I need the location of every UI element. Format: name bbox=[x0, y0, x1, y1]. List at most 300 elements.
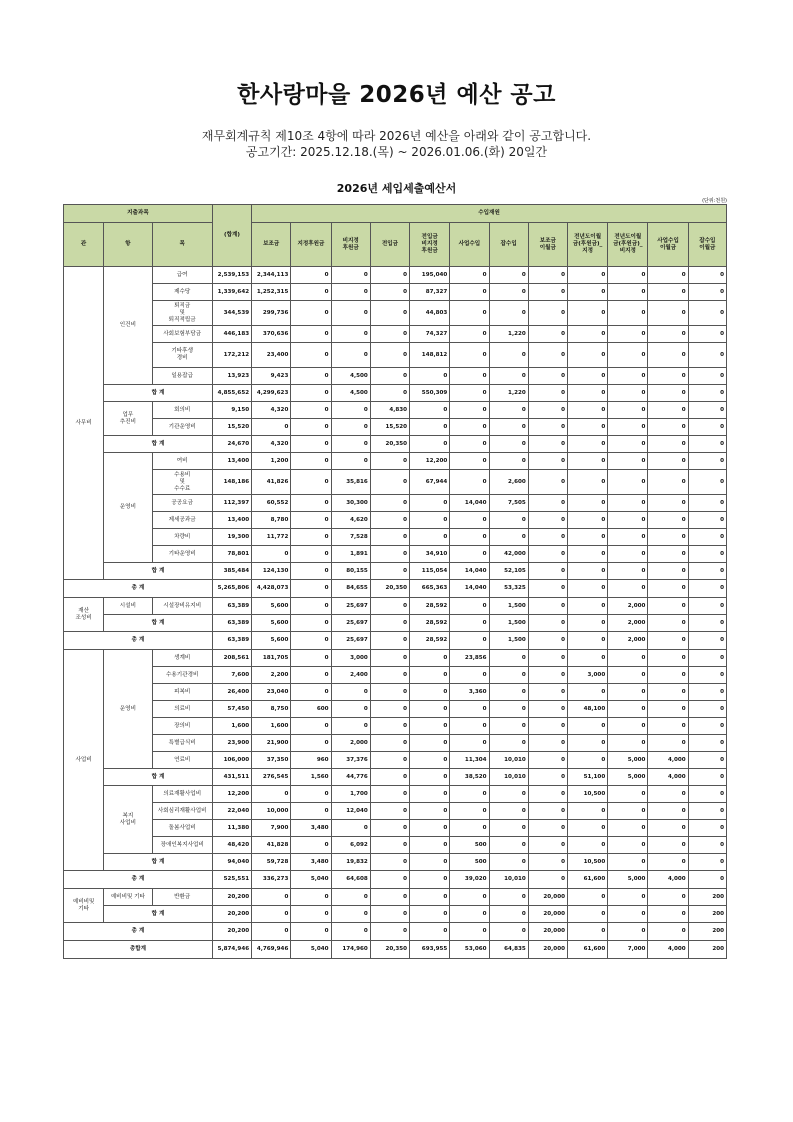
value-cell: 0 bbox=[648, 419, 688, 436]
value-cell: 6,092 bbox=[331, 837, 370, 854]
value-cell: 5,600 bbox=[252, 632, 291, 650]
value-cell: 0 bbox=[608, 512, 648, 529]
value-cell: 11,304 bbox=[450, 752, 489, 769]
value-cell: 0 bbox=[370, 718, 409, 735]
value-cell: 0 bbox=[608, 529, 648, 546]
value-cell: 0 bbox=[688, 820, 726, 837]
value-cell: 0 bbox=[528, 684, 567, 701]
value-cell: 0 bbox=[450, 820, 489, 837]
value-cell: 64,835 bbox=[489, 941, 528, 959]
value-cell: 0 bbox=[410, 512, 450, 529]
value-cell: 0 bbox=[252, 546, 291, 563]
value-cell: 0 bbox=[567, 718, 607, 735]
value-cell: 21,900 bbox=[252, 735, 291, 752]
value-cell: 0 bbox=[291, 495, 331, 512]
value-cell: 0 bbox=[688, 470, 726, 495]
value-cell: 0 bbox=[450, 453, 489, 470]
value-cell: 0 bbox=[608, 546, 648, 563]
value-cell: 0 bbox=[648, 436, 688, 453]
value-cell: 124,130 bbox=[252, 563, 291, 580]
value-cell: 0 bbox=[688, 786, 726, 803]
value-cell: 15,520 bbox=[370, 419, 409, 436]
value-cell: 0 bbox=[528, 470, 567, 495]
value-cell: 0 bbox=[252, 923, 291, 941]
header-revenue-col: 보조금 bbox=[252, 223, 291, 267]
value-cell: 41,828 bbox=[252, 837, 291, 854]
value-cell: 0 bbox=[688, 419, 726, 436]
value-cell: 0 bbox=[567, 326, 607, 343]
value-cell: 2,400 bbox=[331, 667, 370, 684]
value-cell: 0 bbox=[450, 385, 489, 402]
sum-row bbox=[64, 615, 727, 632]
mok-cell: 사회보험부담금 bbox=[152, 326, 212, 343]
value-cell: 0 bbox=[528, 752, 567, 769]
value-cell: 0 bbox=[410, 368, 450, 385]
value-cell: 0 bbox=[489, 684, 528, 701]
value-cell: 0 bbox=[608, 436, 648, 453]
value-cell: 0 bbox=[648, 385, 688, 402]
total-value-cell: 57,450 bbox=[212, 701, 251, 718]
value-cell: 200 bbox=[688, 923, 726, 941]
value-cell: 0 bbox=[528, 667, 567, 684]
value-cell: 0 bbox=[450, 546, 489, 563]
value-cell: 0 bbox=[291, 326, 331, 343]
value-cell: 0 bbox=[370, 889, 409, 906]
value-cell: 0 bbox=[648, 267, 688, 284]
value-cell: 0 bbox=[410, 769, 450, 786]
value-cell: 0 bbox=[370, 343, 409, 368]
hang-cell: 인건비 bbox=[104, 267, 152, 385]
value-cell: 0 bbox=[410, 667, 450, 684]
total-value-cell: 78,801 bbox=[212, 546, 251, 563]
value-cell: 0 bbox=[370, 563, 409, 580]
value-cell: 600 bbox=[291, 701, 331, 718]
table-row bbox=[64, 803, 727, 820]
value-cell: 0 bbox=[489, 906, 528, 923]
value-cell: 0 bbox=[528, 803, 567, 820]
total-value-cell: 20,200 bbox=[212, 923, 251, 941]
total-value-cell: 385,484 bbox=[212, 563, 251, 580]
mok-cell: 기타운영비 bbox=[152, 546, 212, 563]
table-row bbox=[64, 402, 727, 419]
value-cell: 5,000 bbox=[608, 871, 648, 889]
value-cell: 0 bbox=[291, 615, 331, 632]
value-cell: 0 bbox=[688, 546, 726, 563]
value-cell: 0 bbox=[291, 735, 331, 752]
value-cell: 0 bbox=[370, 301, 409, 326]
value-cell: 0 bbox=[489, 343, 528, 368]
value-cell: 0 bbox=[648, 803, 688, 820]
value-cell: 0 bbox=[567, 803, 607, 820]
value-cell: 0 bbox=[331, 820, 370, 837]
value-cell: 0 bbox=[410, 906, 450, 923]
value-cell: 0 bbox=[331, 889, 370, 906]
value-cell: 0 bbox=[252, 889, 291, 906]
value-cell: 0 bbox=[410, 786, 450, 803]
table-row bbox=[64, 684, 727, 701]
value-cell: 0 bbox=[567, 820, 607, 837]
total-label: 총 계 bbox=[64, 871, 213, 889]
value-cell: 0 bbox=[450, 906, 489, 923]
value-cell: 0 bbox=[648, 820, 688, 837]
sum-row bbox=[64, 385, 727, 402]
value-cell: 0 bbox=[528, 580, 567, 598]
value-cell: 0 bbox=[528, 529, 567, 546]
value-cell: 4,000 bbox=[648, 752, 688, 769]
value-cell: 0 bbox=[291, 385, 331, 402]
total-value-cell: 9,150 bbox=[212, 402, 251, 419]
total-value-cell: 12,200 bbox=[212, 786, 251, 803]
value-cell: 0 bbox=[648, 718, 688, 735]
value-cell: 0 bbox=[331, 326, 370, 343]
header-mok: 목 bbox=[152, 223, 212, 267]
value-cell: 0 bbox=[567, 436, 607, 453]
value-cell: 200 bbox=[688, 941, 726, 959]
value-cell: 0 bbox=[528, 284, 567, 301]
value-cell: 4,299,623 bbox=[252, 385, 291, 402]
value-cell: 2,000 bbox=[608, 598, 648, 615]
value-cell: 0 bbox=[608, 803, 648, 820]
mok-cell: 급여 bbox=[152, 267, 212, 284]
value-cell: 0 bbox=[489, 820, 528, 837]
value-cell: 0 bbox=[489, 529, 528, 546]
mok-cell: 반환금 bbox=[152, 889, 212, 906]
table-row bbox=[64, 820, 727, 837]
table-row bbox=[64, 512, 727, 529]
value-cell: 0 bbox=[291, 906, 331, 923]
value-cell: 7,528 bbox=[331, 529, 370, 546]
value-cell: 1,560 bbox=[291, 769, 331, 786]
mok-cell: 차량비 bbox=[152, 529, 212, 546]
header-revenue-col: 비지정 후원금 bbox=[331, 223, 370, 267]
value-cell: 0 bbox=[370, 615, 409, 632]
table-row bbox=[64, 453, 727, 470]
value-cell: 0 bbox=[331, 436, 370, 453]
total-label: 총 계 bbox=[64, 580, 213, 598]
value-cell: 0 bbox=[567, 632, 607, 650]
value-cell: 4,320 bbox=[252, 436, 291, 453]
header-gwan: 관 bbox=[64, 223, 104, 267]
value-cell: 14,040 bbox=[450, 563, 489, 580]
value-cell: 0 bbox=[648, 368, 688, 385]
value-cell: 0 bbox=[688, 495, 726, 512]
mok-cell: 공공요금 bbox=[152, 495, 212, 512]
value-cell: 0 bbox=[291, 419, 331, 436]
value-cell: 0 bbox=[567, 923, 607, 941]
value-cell: 0 bbox=[291, 436, 331, 453]
value-cell: 3,480 bbox=[291, 854, 331, 871]
value-cell: 0 bbox=[370, 854, 409, 871]
value-cell: 0 bbox=[410, 820, 450, 837]
value-cell: 87,327 bbox=[410, 284, 450, 301]
table-row bbox=[64, 529, 727, 546]
table-row bbox=[64, 419, 727, 436]
value-cell: 0 bbox=[688, 512, 726, 529]
value-cell: 39,020 bbox=[450, 871, 489, 889]
value-cell: 61,600 bbox=[567, 941, 607, 959]
value-cell: 0 bbox=[450, 735, 489, 752]
value-cell: 200 bbox=[688, 889, 726, 906]
value-cell: 8,750 bbox=[252, 701, 291, 718]
value-cell: 195,040 bbox=[410, 267, 450, 284]
table-row bbox=[64, 837, 727, 854]
sum-label: 합 계 bbox=[104, 615, 213, 632]
sum-row bbox=[64, 854, 727, 871]
mok-cell: 제세공과금 bbox=[152, 512, 212, 529]
value-cell: 0 bbox=[370, 820, 409, 837]
header-revenue-col: 전년도이월 금(후원금)_ 지정 bbox=[567, 223, 607, 267]
value-cell: 0 bbox=[528, 436, 567, 453]
mok-cell: 사회심리재활사업비 bbox=[152, 803, 212, 820]
table-row bbox=[64, 650, 727, 667]
value-cell: 0 bbox=[688, 752, 726, 769]
budget-table bbox=[63, 204, 727, 959]
total-label: 총 계 bbox=[64, 923, 213, 941]
value-cell: 0 bbox=[291, 343, 331, 368]
value-cell: 0 bbox=[410, 684, 450, 701]
value-cell: 0 bbox=[291, 889, 331, 906]
value-cell: 0 bbox=[567, 301, 607, 326]
value-cell: 4,428,073 bbox=[252, 580, 291, 598]
unit-label: (단위:천원) bbox=[702, 198, 727, 204]
sum-label: 합 계 bbox=[104, 854, 213, 871]
value-cell: 20,000 bbox=[528, 906, 567, 923]
value-cell: 0 bbox=[370, 701, 409, 718]
value-cell: 0 bbox=[648, 598, 688, 615]
value-cell: 0 bbox=[370, 368, 409, 385]
value-cell: 0 bbox=[648, 632, 688, 650]
value-cell: 74,327 bbox=[410, 326, 450, 343]
value-cell: 0 bbox=[291, 546, 331, 563]
sum-row bbox=[64, 906, 727, 923]
value-cell: 0 bbox=[252, 786, 291, 803]
value-cell: 2,000 bbox=[608, 632, 648, 650]
value-cell: 0 bbox=[331, 718, 370, 735]
value-cell: 0 bbox=[567, 267, 607, 284]
value-cell: 0 bbox=[528, 769, 567, 786]
value-cell: 0 bbox=[291, 512, 331, 529]
value-cell: 0 bbox=[331, 402, 370, 419]
total-value-cell: 94,040 bbox=[212, 854, 251, 871]
page-title: 한사랑마을 2026년 예산 공고 bbox=[237, 82, 556, 108]
value-cell: 0 bbox=[291, 529, 331, 546]
notice-line-1: 재무회계규칙 제10조 4항에 따라 2026년 예산을 아래와 같이 공고합니다. bbox=[201, 129, 592, 143]
value-cell: 0 bbox=[370, 684, 409, 701]
header-hang: 항 bbox=[104, 223, 152, 267]
value-cell: 14,040 bbox=[450, 580, 489, 598]
value-cell: 0 bbox=[370, 598, 409, 615]
value-cell: 0 bbox=[567, 495, 607, 512]
value-cell: 0 bbox=[567, 368, 607, 385]
value-cell: 0 bbox=[567, 419, 607, 436]
value-cell: 1,600 bbox=[252, 718, 291, 735]
value-cell: 0 bbox=[291, 563, 331, 580]
value-cell: 0 bbox=[331, 906, 370, 923]
header-revenue-col: 지정후원금 bbox=[291, 223, 331, 267]
value-cell: 0 bbox=[291, 284, 331, 301]
gwan-cell: 예비비및 기타 bbox=[64, 889, 104, 923]
value-cell: 0 bbox=[370, 495, 409, 512]
value-cell: 2,600 bbox=[489, 470, 528, 495]
value-cell: 0 bbox=[450, 419, 489, 436]
value-cell: 10,500 bbox=[567, 854, 607, 871]
value-cell: 0 bbox=[567, 598, 607, 615]
value-cell: 0 bbox=[608, 650, 648, 667]
mok-cell: 장의비 bbox=[152, 718, 212, 735]
value-cell: 0 bbox=[688, 718, 726, 735]
value-cell: 0 bbox=[648, 701, 688, 718]
value-cell: 0 bbox=[648, 284, 688, 301]
mok-cell: 의료비 bbox=[152, 701, 212, 718]
table-row bbox=[64, 701, 727, 718]
table-row bbox=[64, 718, 727, 735]
value-cell: 10,500 bbox=[567, 786, 607, 803]
value-cell: 61,600 bbox=[567, 871, 607, 889]
header-revenue-col: 전입금 bbox=[370, 223, 409, 267]
value-cell: 0 bbox=[567, 512, 607, 529]
total-value-cell: 106,000 bbox=[212, 752, 251, 769]
value-cell: 0 bbox=[648, 923, 688, 941]
value-cell: 0 bbox=[608, 402, 648, 419]
value-cell: 0 bbox=[608, 563, 648, 580]
value-cell: 0 bbox=[410, 650, 450, 667]
value-cell: 0 bbox=[688, 854, 726, 871]
value-cell: 12,200 bbox=[410, 453, 450, 470]
value-cell: 0 bbox=[567, 684, 607, 701]
value-cell: 28,592 bbox=[410, 632, 450, 650]
total-value-cell: 11,380 bbox=[212, 820, 251, 837]
value-cell: 0 bbox=[370, 385, 409, 402]
value-cell: 0 bbox=[410, 701, 450, 718]
value-cell: 11,772 bbox=[252, 529, 291, 546]
mok-cell: 특별급식비 bbox=[152, 735, 212, 752]
value-cell: 550,309 bbox=[410, 385, 450, 402]
sum-row bbox=[64, 769, 727, 786]
value-cell: 500 bbox=[450, 837, 489, 854]
value-cell: 0 bbox=[450, 512, 489, 529]
total-value-cell: 208,561 bbox=[212, 650, 251, 667]
value-cell: 0 bbox=[528, 419, 567, 436]
value-cell: 34,910 bbox=[410, 546, 450, 563]
value-cell: 1,252,315 bbox=[252, 284, 291, 301]
value-cell: 0 bbox=[331, 923, 370, 941]
value-cell: 0 bbox=[489, 803, 528, 820]
mok-cell: 돌봄사업비 bbox=[152, 820, 212, 837]
value-cell: 0 bbox=[528, 632, 567, 650]
value-cell: 0 bbox=[410, 402, 450, 419]
value-cell: 0 bbox=[410, 837, 450, 854]
value-cell: 0 bbox=[450, 718, 489, 735]
value-cell: 20,350 bbox=[370, 941, 409, 959]
table-row bbox=[64, 470, 727, 495]
value-cell: 0 bbox=[648, 495, 688, 512]
value-cell: 12,040 bbox=[331, 803, 370, 820]
value-cell: 370,636 bbox=[252, 326, 291, 343]
value-cell: 0 bbox=[489, 889, 528, 906]
value-cell: 0 bbox=[528, 546, 567, 563]
value-cell: 0 bbox=[331, 284, 370, 301]
total-value-cell: 112,397 bbox=[212, 495, 251, 512]
value-cell: 0 bbox=[688, 598, 726, 615]
table-row bbox=[64, 546, 727, 563]
value-cell: 4,620 bbox=[331, 512, 370, 529]
value-cell: 53,325 bbox=[489, 580, 528, 598]
value-cell: 0 bbox=[528, 701, 567, 718]
value-cell: 0 bbox=[688, 701, 726, 718]
value-cell: 0 bbox=[331, 453, 370, 470]
hang-cell: 복지 사업비 bbox=[104, 786, 152, 854]
value-cell: 0 bbox=[688, 284, 726, 301]
value-cell: 665,363 bbox=[410, 580, 450, 598]
value-cell: 0 bbox=[331, 701, 370, 718]
value-cell: 4,000 bbox=[648, 871, 688, 889]
value-cell: 0 bbox=[331, 343, 370, 368]
value-cell: 0 bbox=[648, 906, 688, 923]
value-cell: 0 bbox=[648, 580, 688, 598]
value-cell: 0 bbox=[688, 871, 726, 889]
table-row bbox=[64, 752, 727, 769]
value-cell: 0 bbox=[528, 837, 567, 854]
value-cell: 0 bbox=[410, 803, 450, 820]
value-cell: 4,000 bbox=[648, 769, 688, 786]
value-cell: 0 bbox=[370, 512, 409, 529]
value-cell: 0 bbox=[567, 470, 607, 495]
value-cell: 0 bbox=[370, 786, 409, 803]
value-cell: 0 bbox=[648, 529, 688, 546]
value-cell: 299,736 bbox=[252, 301, 291, 326]
mok-cell: 제수당 bbox=[152, 284, 212, 301]
value-cell: 0 bbox=[370, 529, 409, 546]
value-cell: 0 bbox=[489, 923, 528, 941]
mok-cell: 연료비 bbox=[152, 752, 212, 769]
value-cell: 0 bbox=[370, 470, 409, 495]
value-cell: 0 bbox=[608, 419, 648, 436]
value-cell: 0 bbox=[370, 803, 409, 820]
header-revenue-col: 사업수입 bbox=[450, 223, 489, 267]
value-cell: 0 bbox=[567, 563, 607, 580]
value-cell: 0 bbox=[528, 267, 567, 284]
value-cell: 0 bbox=[648, 735, 688, 752]
value-cell: 0 bbox=[528, 650, 567, 667]
value-cell: 0 bbox=[608, 718, 648, 735]
value-cell: 0 bbox=[688, 301, 726, 326]
value-cell: 7,505 bbox=[489, 495, 528, 512]
value-cell: 25,697 bbox=[331, 632, 370, 650]
value-cell: 9,423 bbox=[252, 368, 291, 385]
value-cell: 0 bbox=[410, 495, 450, 512]
value-cell: 0 bbox=[450, 529, 489, 546]
sum-row bbox=[64, 436, 727, 453]
value-cell: 0 bbox=[489, 267, 528, 284]
value-cell: 0 bbox=[291, 267, 331, 284]
value-cell: 10,010 bbox=[489, 871, 528, 889]
value-cell: 200 bbox=[688, 906, 726, 923]
value-cell: 0 bbox=[370, 906, 409, 923]
value-cell: 0 bbox=[450, 701, 489, 718]
value-cell: 0 bbox=[608, 301, 648, 326]
value-cell: 0 bbox=[252, 419, 291, 436]
value-cell: 0 bbox=[410, 419, 450, 436]
value-cell: 4,830 bbox=[370, 402, 409, 419]
table-row bbox=[64, 368, 727, 385]
value-cell: 0 bbox=[608, 923, 648, 941]
total-label: 총 계 bbox=[64, 632, 213, 650]
total-value-cell: 15,520 bbox=[212, 419, 251, 436]
value-cell: 0 bbox=[450, 889, 489, 906]
mok-cell: 수용기관경비 bbox=[152, 667, 212, 684]
value-cell: 0 bbox=[450, 667, 489, 684]
hang-cell: 시설비 bbox=[104, 598, 152, 615]
